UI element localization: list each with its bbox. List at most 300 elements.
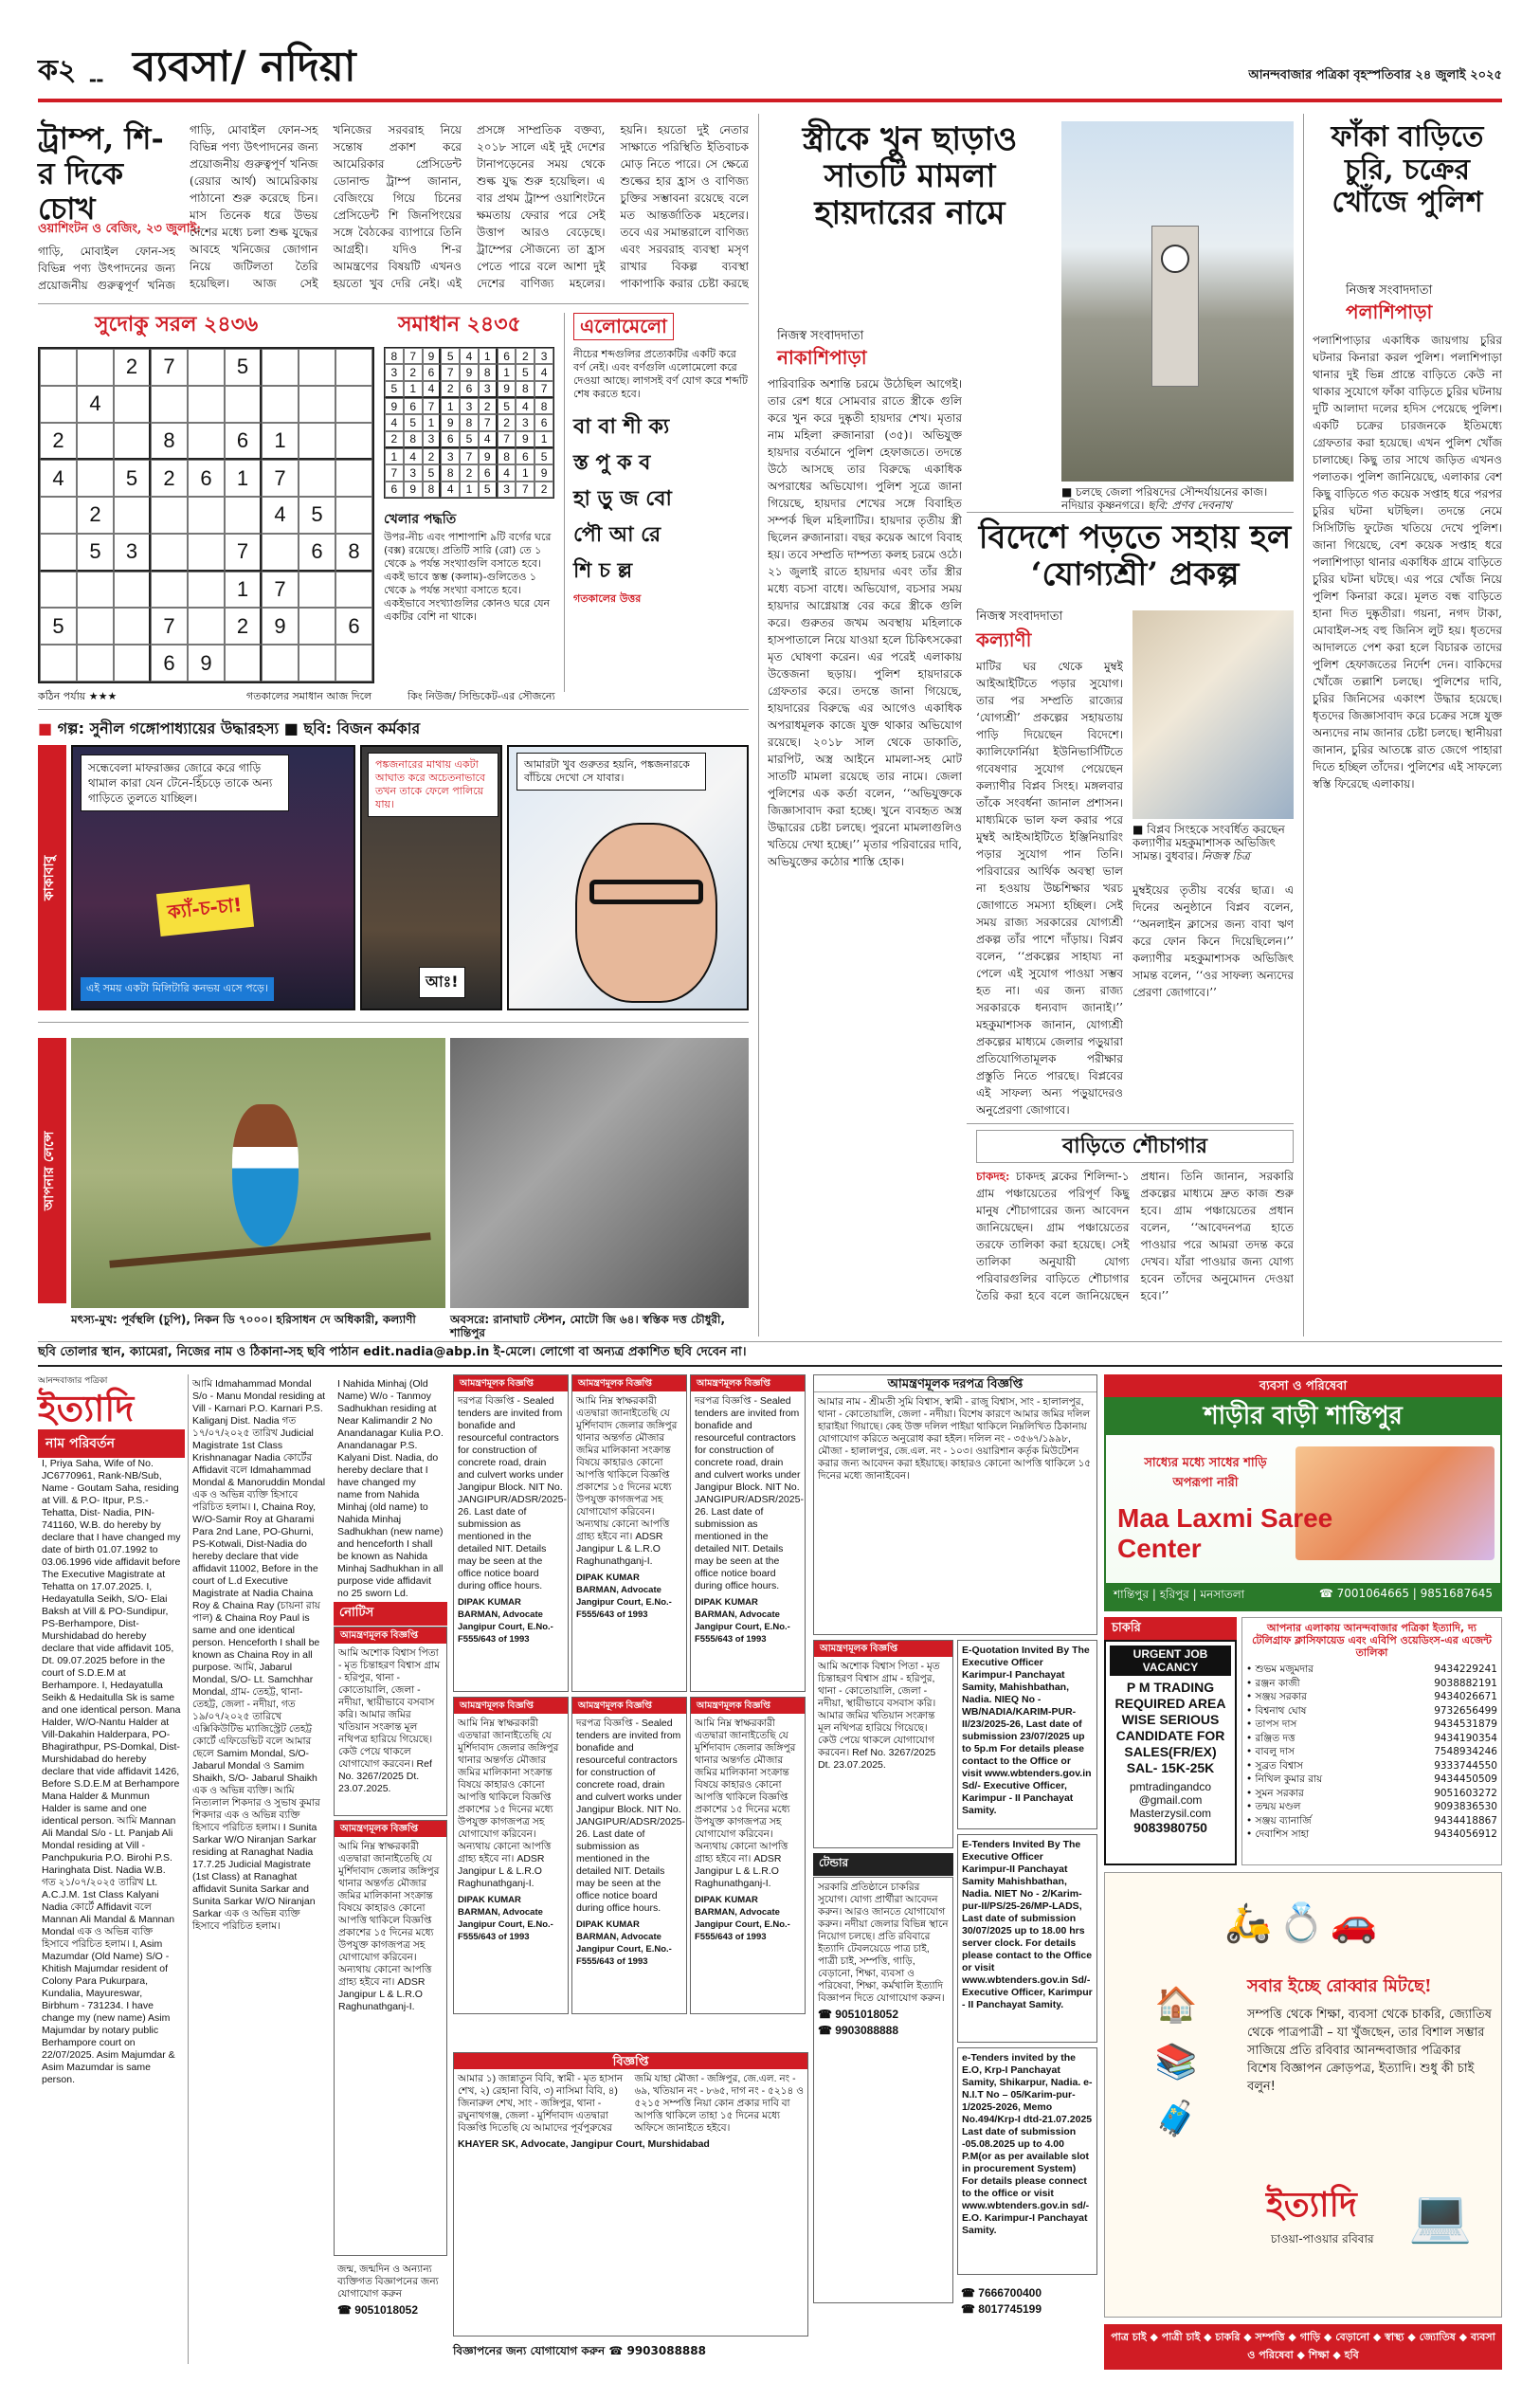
solution-cell: 6: [498, 348, 516, 364]
agent-name: • নিখিল কুমার রায়: [1246, 1773, 1323, 1785]
trump-body-lead: গাড়ি, মোবাইল ফোন-সহ বিভিন্ন পণ্য উৎপাদনের জন্য প্রয়োজনীয় গুরুত্বপূর্ণ খনিজ: [38, 245, 175, 292]
sudoku-cell: [114, 608, 151, 645]
solution-cell: 8: [460, 414, 479, 430]
amantran-notice-text: দরপত্র বিজ্ঞপ্তি - Sealed tenders are invited from bonafide and resourceful contractors for construction of concrete road, drain and culvert works under Jangipur Block. NIT No. JANGIPUR/ADSR/2025-26. Last date of submission as mentioned in the detailed NIT. Details may be seen at the office notice board during office hours.: [576, 1718, 685, 1914]
contact-phone: ☎ 9051018052: [818, 2008, 899, 2021]
solution-cell: 3: [385, 364, 404, 380]
solution-cell: 1: [441, 398, 460, 414]
house-icon: 🏠: [1154, 1986, 1198, 2025]
name-change-head: নাম পরিবর্তন: [38, 1429, 185, 1458]
section-title: ব্যবসা/ নদিয়া: [133, 43, 356, 91]
job-phone: 9083980750: [1133, 1820, 1207, 1835]
sudoku-cell: [40, 497, 77, 534]
sudoku-cell: [40, 349, 77, 386]
solution-cell: 2: [460, 464, 479, 481]
chori-body: পলাশিপাড়ার একাধিক জায়গায় চুরির ঘটনার কিনারা করল পুলিশ। পলাশিপাড়া থানার দুই ভিন্ন প্রান্তে বাড়িতে কেউ না থাকার সুযোগে ফাঁকা বাড়িতে চুরির ঘটনায় দুটি আলাদা দলের হদিস পেয়েছে পুলিশ। একটি চক্রের চারজনকে ইতিমধ্যে গ্রেফতার করা হয়েছে। এখন পুলিশ খোঁজ চালাচ্ছে। কিছু তার সাথে জড়িত এখনও পলাতক। পুলিশ জানিয়েছে, এলাকার বেশ কিছু বাড়িতে গত কয়েক সপ্তাহ ধরে পরপর চুরির ঘটনা ঘটছিল। তদন্তে নেমে সিসিটিভি ফুটেজ খতিয়ে দেখে পুলিশ। জানা গিয়েছে, বেশ কয়েক সপ্তাহ ধরে পলাশিপাড়া থানার একাধিক গ্রামে বাড়িতে চুরির ঘটনা ঘটছে। এর পরে খোঁজ নিয়ে পুলিশ কিনারা করে। মূলত বন্ধ বাড়িতে হানা দিত দুষ্কৃতীরা। গয়না, নগদ টাকা, মোবাইল-সহ বহু জিনিস লুট হয়। ধৃতদের আদালতে পেশ করা হলে বিচারক তাদের পুলিশ হেফাজতের নির্দেশ দেন। বাকিদের খোঁজে তল্লাশি চলছে। পুলিশের দাবি, চুরির জিনিসের একাংশ উদ্ধার হয়েছে। ধৃতদের জিজ্ঞাসাবাদ করে চক্রের সঙ্গে যুক্ত অন্যদের নাম জানার চেষ্টা চলছে। স্থানীয়রা জানান, চুরির আতঙ্কে রাত জেগে পাহারা দিতে হচ্ছিল তাঁদের। পুলিশের এই সাফল্যে স্বস্তি ফিরেছে এলাকায়।: [1313, 334, 1502, 791]
bottom-contact-text: বিজ্ঞাপনের জন্য যোগাযোগ করুন: [453, 2344, 606, 2357]
phone-number: 9903088888: [835, 2024, 899, 2037]
comic-credit-text: গল্প: সুনীল গঙ্গোপাধ্যায়ের উদ্ধারহস্য ■ ছবি: বিজন কর্মকার: [57, 719, 421, 737]
agent-phone: 9434026671: [1434, 1691, 1497, 1702]
solution-cell: 4: [441, 482, 460, 498]
bidesh-place: কল্যাণী: [976, 628, 1032, 651]
agent-row: [1246, 1800, 1497, 1814]
solution-cell: 5: [479, 482, 498, 498]
sudoku-cell: 5: [225, 349, 262, 386]
job-site: Masterzysil.com: [1129, 1807, 1211, 1820]
photo-clocktower: [1061, 121, 1294, 482]
sudoku-cell: [77, 460, 114, 497]
sudoku-cell: 3: [114, 534, 151, 572]
agent-name: • সুব্রত বিশ্বাস: [1246, 1759, 1303, 1772]
solution-cell: 4: [534, 364, 553, 380]
agent-phone: 9038882191: [1434, 1677, 1497, 1689]
promo-icons: [1113, 1881, 1495, 1966]
amantran-notice: [690, 1374, 806, 1692]
sudoku-cell: [188, 497, 225, 534]
divider: [967, 1123, 1294, 1124]
notice-box-text: আমি অশোক বিশ্বাস পিতা - মৃত চিন্তাহরণ বিশ্বাস গ্রাম - হরিপুর, থানা - কোতোয়ালি, জেলা - নদীয়া, স্থায়ীভাবে বসবাস করি। আমার জমির খতিয়ান সংক্রান্ত মূল নথিপত্র হারিয়ে গিয়েছে। কেউ পেয়ে থাকলে যোগাযোগ করবেন। Ref No. 3267/2025 Dt. 23.07.2025.: [338, 1647, 441, 1794]
solution-cell: 3: [441, 448, 460, 464]
solution-cell: 4: [423, 381, 442, 398]
sudoku-cell: [114, 572, 151, 609]
agent-row: [1246, 1745, 1497, 1759]
solution-cell: 8: [404, 431, 423, 448]
notice-mid-title: আমন্ত্রণমূলক বিজ্ঞপ্তি: [814, 1641, 952, 1657]
sudoku-cell: [262, 386, 299, 423]
agent-row: [1246, 1732, 1497, 1746]
promo-footer: পাত্র চাই ◆ পাত্রী চাই ◆ চাকরি ◆ সম্পত্তি ◆ গাড়ি ◆ বেড়ানো ◆ স্বাস্থ্য ◆ জ্যোতিষ ◆ ব্যবসা ও পরিষেবা ◆ শিক্ষা ◆ হবি: [1104, 2324, 1502, 2370]
bidesh-byline: নিজস্ব সংবাদদাতা: [976, 609, 1063, 624]
sudoku-level: কঠিন পর্যায় ★★★: [38, 690, 118, 702]
agents-intro: আপনার এলাকায় আনন্দবাজার পত্রিকা ইত্যাদি, দ্য টেলিগ্রাফ ক্লাসিফায়েড এবং এবিপি ওয়েডিংস-এর এজেন্ট তালিকা: [1252, 1622, 1492, 1659]
solution-cell: 1: [385, 448, 404, 464]
solution-cell: 6: [516, 448, 534, 464]
sudoku-cell: 9: [262, 608, 299, 645]
comic-credit: [38, 717, 749, 742]
comic-sfx: ক্যাঁ-চ-চা!: [156, 884, 254, 936]
sudoku-cell: [188, 608, 225, 645]
notice-box-title: আমন্ত্রণমূলক বিজ্ঞপ্তি: [335, 1627, 446, 1644]
sudoku-cell: [40, 572, 77, 609]
solution-cell: 5: [516, 364, 534, 380]
laptop-icon: 💻: [1408, 2186, 1473, 2246]
solution-cell: 3: [516, 414, 534, 430]
bottom-contact: বিজ্ঞাপনের জন্য যোগাযোগ করুন ☎ 9903088888: [453, 2344, 706, 2357]
sudoku-footer: গতকালের সমাধান আজ দিলে: [246, 690, 372, 702]
amantran-notice-advocate: DIPAK KUMAR BARMAN, Advocate Jangipur Court, E.No.- F555/643 of 1993: [576, 1919, 672, 1967]
elomelo-word: বা বা শী ক্য: [573, 414, 670, 439]
sudoku-cell: [114, 386, 151, 423]
agent-row: [1246, 1814, 1497, 1828]
sudoku-cell: [151, 497, 188, 534]
sudoku-cell: [77, 572, 114, 609]
contact-phone: ☎ 7666700400: [961, 2286, 1042, 2300]
photo-kingfisher: [71, 1038, 445, 1308]
sudoku-cell: 4: [77, 386, 114, 423]
solution-cell: 9: [498, 381, 516, 398]
agent-name: • বিশ্বনাথ ঘোষ: [1246, 1704, 1307, 1717]
contact-phone: ☎ 9051018052: [337, 2303, 419, 2317]
bigyapti-box: [453, 2052, 808, 2337]
solution-cell: 2: [479, 398, 498, 414]
solution-cell: 1: [516, 464, 534, 481]
solution-cell: 1: [479, 348, 498, 364]
sudoku-cell: [188, 349, 225, 386]
bidesh-headline: বিদেশে পড়তে সহায় হল ‘যোগ্যশ্রী’ প্রকল্প: [978, 518, 1292, 594]
sudoku-cell: 1: [225, 460, 262, 497]
amantran-notice-advocate: DIPAK KUMAR BARMAN, Advocate Jangipur Court, E.No.- F555/643 of 1993: [576, 1573, 672, 1620]
sudoku-cell: 6: [151, 645, 188, 682]
bengali-ad-text: সরকারি প্রতিষ্ঠানে চাকরির সুযোগ। যোগ্য প্রার্থীরা আবেদন করুন। আরও জানতে যোগাযোগ করুন। নদীয়া জেলার বিভিন্ন স্থানে নিয়োগ চলছে। প্রতি রবিবারে ইত্যাদি টেবলয়েডে পাত্র চাই, পাত্রী চাই, সম্পত্তি, গাড়ি, বেড়ানো, শিক্ষা, ব্যবসা ও পরিষেবা, শিক্ষা, কর্মখালি ইত্যাদি বিজ্ঞাপন দিতে যোগাযোগ করুন।: [818, 1882, 949, 2004]
bidesh-body: মাটির ঘর থেকে মুম্বই আইআইটিতে পড়ার সুযোগ। তার পর সম্প্রতি রাজ্যের ‘যোগ্যশ্রী’ প্রকল্পের সহায়তায় পাড়ি দিয়েছেন বিদেশে। ক্যালিফোর্নিয়া ইউনিভার্সিটিতে গবেষণার সুযোগ পেয়েছেন কল্যাণীর বিপ্লব সিংহ। মঙ্গলবার তাঁকে সংবর্ধনা জানাল প্রশাসন। মাধ্যমিকে ভাল ফল করার পরে মুম্বই আইআইটিতে ইঞ্জিনিয়ারিং পড়ার সুযোগ পান তিনি। পরিবারের আর্থিক অবস্থা ভাল না হওয়ায় উচ্চশিক্ষার খরচ জোগাতে সমস্যা হচ্ছিল। সেই সময় রাজ্য সরকারের যোগ্যশ্রী প্রকল্প তাঁর পাশে দাঁড়ায়। বিপ্লব বলেন, ‘‘প্রকল্পের সাহায্য না পেলে এই সুযোগ পাওয়া সম্ভব হত না। এর জন্য রাজ্য সরকারকে ধন্যবাদ জানাই।’’ মহকুমাশাসক জানান, যোগ্যশ্রী প্রকল্পের মাধ্যমে জেলার পড়ুয়ারা প্রতিযোগিতামূলক পরীক্ষার প্রস্তুতি নিতে পারছে। বিপ্লবের এই সাফল্য অন্য পড়ুয়াদেরও অনুপ্রেরণা জোগাবে।: [976, 660, 1123, 1117]
amantran-notice: [571, 1374, 687, 1692]
agent-row: [1246, 1704, 1497, 1718]
solution-cell: 3: [479, 381, 498, 398]
bigyapti-advocate: KHAYER SK, Advocate, Jangipur Court, Murshidabad: [458, 2138, 710, 2150]
photo-station: [450, 1038, 749, 1308]
sudoku-cell: [225, 497, 262, 534]
sudoku-grid: [38, 347, 374, 683]
sudoku-cell: [40, 645, 77, 682]
sudoku-cell: 6: [225, 423, 262, 461]
promo-text: সম্পত্তি থেকে শিক্ষা, ব্যবসা থেকে চাকরি, জ্যোতিষ থেকে পাত্রপাত্রী – যা খুঁজছেন, তার বিশাল সম্ভার সাজিয়ে প্রতি রবিবার আনন্দবাজার পত্রিকার বিশেষ বিজ্ঞাপন ক্রোড়পত্র, ইত্যাদি। শুধু কী চাই বলুন!: [1247, 2008, 1492, 2094]
phone-box: [957, 2280, 1097, 2365]
jobs-head: চাকরি: [1104, 1617, 1237, 1641]
etender-1: E-Quotation Invited By The Executive Officer Karimpur-I Panchayat Samity, Mahishbathan, Nadia. NIEQ No - WB/NADIA/KARIM-PUR-II/23/2025-26, Last date of submission 23/07/2025 up to 5p.m For details please contact to the Office or visit www.wbtenders.gov.in Sd/- Executive Officer, Karimpur - II Panchayat Samity.: [957, 1640, 1097, 1829]
paper-date: আনন্দবাজার পত্রিকা বৃহস্পতিবার ২৪ জুলাই ২০২৫: [1248, 68, 1502, 82]
sudoku-cell: [188, 386, 225, 423]
saree-footer: [1106, 1583, 1500, 1609]
promo-brand: ইত্যাদি: [1266, 2185, 1357, 2225]
amantran-notice-advocate: DIPAK KUMAR BARMAN, Advocate Jangipur Court, E.No.- F555/643 of 1993: [458, 1895, 553, 1942]
amantran-notice: [453, 1697, 569, 2014]
sudoku-cell: [77, 608, 114, 645]
sudoku-cell: [151, 386, 188, 423]
elomelo-title: এলোমেলো: [573, 313, 674, 340]
sudoku-cell: [40, 534, 77, 572]
solution-cell: 9: [479, 448, 498, 464]
phone-number: 8017745199: [978, 2302, 1042, 2316]
agent-row: [1246, 1759, 1497, 1773]
sudoku-cell: 7: [262, 460, 299, 497]
solution-cell: 5: [498, 398, 516, 414]
comic-face-icon: [575, 823, 717, 1003]
solution-cell: 3: [404, 464, 423, 481]
sudoku-cell: [151, 534, 188, 572]
job-email: pmtradingandco @gmail.com: [1129, 1780, 1212, 1807]
elomelo-intro: নীচের শব্দগুলির প্রত্যেকটির একটি করে বর্ণ নেই। এবং বর্ণগুলি এলোমেলো করে দেওয়া আছে। লাগসই বর্ণ যোগ করে শব্দটি শেষ করতে হবে।: [573, 348, 748, 400]
agent-phone: 9434531879: [1434, 1718, 1497, 1730]
phone-number: 9903088888: [626, 2344, 706, 2357]
page-number: ক২: [38, 54, 77, 87]
sudoku-cell: [151, 572, 188, 609]
caption-icon: ■: [1061, 485, 1077, 499]
amantran-notice-advocate: DIPAK KUMAR BARMAN, Advocate Jangipur Court, E.No.- F555/643 of 1993: [458, 1597, 553, 1645]
masthead: [38, 38, 1502, 95]
sudoku-cell: 7: [225, 534, 262, 572]
contact-phone: ☎ 9903088888: [818, 2024, 899, 2037]
sudoku-cell: 5: [40, 608, 77, 645]
solution-cell: 6: [460, 381, 479, 398]
comic-bubble-3: আমারটা খুব গুরুতর হয়নি, পঙ্কজনারকে বাঁচিয়ে দেখো সে যাবার।: [516, 753, 706, 791]
reader-instructions: ছবি তোলার স্থান, ক্যামেরা, নিজের নাম ও ঠিকানা-সহ ছবি পাঠান edit.nadia@abp.in ই-মেলে। লোগো বা অন্যত্র প্রকাশিত ছবি দেবেন না।: [38, 1341, 1502, 1359]
sudoku-cell: [262, 534, 299, 572]
amantran-notice-advocate: DIPAK KUMAR BARMAN, Advocate Jangipur Court, E.No.- F555/643 of 1993: [695, 1895, 790, 1942]
sudoku-cell: 2: [225, 608, 262, 645]
promo-box: [1104, 1872, 1502, 2318]
agent-name: • বাবলু দাস: [1246, 1746, 1295, 1757]
job-company: P M TRADING REQUIRED AREA WISE SERIOUS CANDIDATE FOR SALES(FR/EX) SAL- 15K-25K: [1114, 1680, 1226, 1775]
sudoku-cell: [299, 386, 335, 423]
sudoku-cell: [114, 497, 151, 534]
saree-locations: শান্তিপুর | হরিপুর | মনসাতলা: [1114, 1588, 1245, 1601]
sudoku-cell: 7: [151, 608, 188, 645]
elomelo-word: শি চ ল্ল: [573, 558, 633, 583]
solution-cell: 4: [460, 348, 479, 364]
amantran-notice: [690, 1697, 806, 2014]
solution-cell: 7: [423, 398, 442, 414]
solution-cell: 7: [534, 381, 553, 398]
notice-box-1: [334, 1627, 447, 1816]
agent-name: • সুমন সরকার: [1246, 1787, 1304, 1799]
ring-icon: 💍: [1277, 1901, 1331, 1945]
agent-phone: 9434190354: [1434, 1732, 1497, 1744]
name-change-col2: আমি Idmahammad Mondal S/o - Manu Mondal residing at Vill - Karnari P.O. Karnari P.S. Kaliganj Dist. Nadia গত ১৭/০৭/২০২৫ তারিখ Judicial Magistrate 1st Class Krishnanagar Nadia কোর্টের Affidavit বলে Idmahammad Mondal & Manoruddin Mondal এক ও অভিন্ন ব্যক্তি হিসাবে পরিচিত হলাম। I, Chaina Roy, W/O-Samir Roy at Gharami Para 2nd Lane, PO-Ghurni, PS-Kotwali, Dist-Nadia do hereby declare that vide affidavit 11002, Before in the court of L.d Executive Magistrate at Nadia Chaina Roy & Chaina Ray (চায়না রায় পাল) & Chaina Roy Paul is same and one identical person. Henceforth I shall be known as Chaina Roy in all purpose. আমি, Jabarul Mondal, S/O- Lt. Samchhar Mondal, গ্রাম- তেহট্ট, থানা- তেহট্ট, জেলা - নদীয়া, গত ১৯/০৭/২০২৫ তারিখে এক্সিকিউটিভ ম্যাজিস্ট্রেট তেহট্ট কোর্টে এফিডেভিট বলে আমার ছেলে Samim Mondal, S/O- Jabarul Mondal ও Samim Shaikh, S/O- Jabarul Shaikh এক ও অভিন্ন ব্যক্তি। আমি নিত্যলাল শিকদার ও সুভাষ কুমার শিকদার এক ও অভিন্ন ব্যক্তি হিসাবে পরিচিত হলাম। I Sunita Sarkar W/O Niranjan Sarkar residing at Ranaghat Nadia 17.7.25 Judicial Magistrate (1st Class) at Ranaghat affidavit Sunita Sarkar and Sunita Sarkar W/O Niranjan Sarkar এক ও অভিন্ন ব্যক্তি হিসাবে পরিচিত হলাম।: [188, 1374, 330, 2364]
reader-caption-2: অবসরে: রানাঘাট স্টেশন, মোটো জি ৬৪। স্বস্তিক দত্ত চৌধুরী, শান্তিপুর: [450, 1313, 726, 1339]
solution-cell: 8: [534, 398, 553, 414]
agent-row: [1246, 1690, 1497, 1704]
sudoku-cell: [77, 349, 114, 386]
agent-name: • তাপস দাস: [1246, 1718, 1297, 1730]
solution-cell: 2: [516, 348, 534, 364]
masthead-rule: [38, 99, 1502, 102]
luggage-icon: 🧳: [1154, 2100, 1198, 2138]
agent-phone: 9732656499: [1434, 1704, 1497, 1717]
wife-place: নাকাশিপাড়া: [777, 346, 867, 369]
solution-cell: 4: [479, 431, 498, 448]
amantran-notice-text: আমি নিম্ন স্বাক্ষরকারী এতদ্বারা জানাইতেছি যে মুর্শিদাবাদ জেলার জঙ্গিপুর থানার অন্তর্গত মৌজার জমির মালিকানা সংক্রান্ত বিষয়ে কাহারও কোনো আপত্তি থাকিলে বিজ্ঞপ্তি প্রকাশের ১৫ দিনের মধ্যে উপযুক্ত কাগজপত্র সহ যোগাযোগ করিবেন। অন্যথায় কোনো আপত্তি গ্রাহ্য হইবে না। ADSR Jangipur L & L.R.O Raghunathganj-I.: [576, 1395, 678, 1567]
etender-2: E-Tenders Invited By The Executive Officer Karimpur-II Panchayat Samity Mahishbathan, Nadia. NIET No - 2/Karim-pur-II/PS/25-26/MP-LADS, Last date of submission 30/07/2025 up to 18.00 hrs server clock. For details please contact to the Office or visit www.wbtenders.gov.in Sd/- Executive Officer, Karimpur - II Panchayat Samity.: [957, 1834, 1097, 2043]
contact-phone: ☎ 8017745199: [961, 2302, 1042, 2316]
divider: [38, 1022, 749, 1023]
comic-sfx-2: আঃ!: [419, 967, 465, 998]
job-ad: [1104, 1640, 1237, 1865]
agent-row: [1246, 1718, 1497, 1732]
wife-body: পারিবারিক অশান্তি চরমে উঠেছিল আগেই। তার রেশ ধরে সোমবার রাতে স্ত্রীকে গুলি করে খুন করে দুষ্কৃতী হায়দার শেখ। মৃতার নাম মহিলা রুজানারা (৩৫)। অভিযুক্ত হায়দার বর্তমানে পুলিশ হেফাজতে। তদন্তে উঠে আসছে তার বিরুদ্ধে একাধিক অপরাধের অভিযোগ। পুলিশ সূত্রে জানা গিয়েছে, হায়দার শেখের সঙ্গে বিবাহিত সম্পর্ক ছিল মহিলাটির। হায়দার তৃতীয় স্ত্রী ছিলেন রুজানারা। বছর কয়েক আগে বিবাহ হয়। তবে সম্প্রতি দাম্পত্য কলহ চরমে ওঠে। ২১ জুলাই রাতে হায়দার এবং তাঁর স্ত্রীর মধ্যে বচসা বাধে। অভিযোগ, বচসার সময় হায়দার আগ্নেয়াস্ত্র বের করে স্ত্রীকে গুলি করে। গুরুতর জখম অবস্থায় মহিলাকে হাসপাতালে নিয়ে যাওয়া হলে চিকিৎসকেরা মৃত ঘোষণা করেন। এর পরেই এলাকায় উত্তেজনা ছড়ায়। পুলিশ হায়দারকে গ্রেফতার করে। তদন্তে জানা গিয়েছে, হায়দারের বিরুদ্ধে এর আগেও একাধিক অপরাধমূলক কাজে যুক্ত থাকার অভিযোগ রয়েছে। ২০১৮ সাল থেকে ডাকাতি, মারপিট, অস্ত্র আইনে মামলা-সহ মোট সাতটি মামলা রয়েছে তার নামে। জেলা পুলিশের এক কর্তা বলেন, ‘‘অভিযুক্তকে জিজ্ঞাসাবাদ করা হচ্ছে। খুনে ব্যবহৃত অস্ত্র উদ্ধারের চেষ্টা চলছে। পুরনো মামলাগুলিও খতিয়ে দেখা হচ্ছে।’’ মৃতার পরিবারের দাবি, অভিযুক্তের কঠোর শাস্তি হোক।: [768, 377, 962, 868]
caption-icon: ■: [1132, 823, 1148, 836]
solution-cell: 9: [534, 464, 553, 481]
scooter-icon: 🛵: [1224, 1901, 1278, 1945]
amantran-main-title: আমন্ত্রণমূলক দরপত্র বিজ্ঞপ্তি: [814, 1375, 1096, 1392]
amantran-notice: [453, 1374, 569, 1692]
solution-cell: 8: [441, 464, 460, 481]
promo-title: সবার ইচ্ছে রোব্বার মিটছে!: [1247, 1976, 1432, 1996]
sudoku-cell: [299, 460, 335, 497]
phone-number: 9051018052: [354, 2303, 419, 2317]
comic-credit-icon: ■: [38, 719, 58, 737]
agent-name: • তন্ময় মণ্ডল: [1246, 1801, 1301, 1812]
amantran-notice-title: আমন্ত্রণমূলক বিজ্ঞপ্তি: [454, 1698, 568, 1714]
sudoku-cell: [335, 572, 372, 609]
solution-cell: 7: [498, 431, 516, 448]
sudoku-cell: [299, 645, 335, 682]
shouchagar-headline: বাড়িতে শৌচাগার: [976, 1130, 1294, 1163]
solution-cell: 2: [441, 381, 460, 398]
amantran-notice-title: আমন্ত্রণমূলক বিজ্ঞপ্তি: [572, 1698, 686, 1714]
etender-3: e-Tenders invited by the E.O, Krp-I Panchayat Samity, Shikarpur, Nadia. e-N.I.T No – 05/Karim-pur-1/2025-2026, Memo No.494/Krp-I dtd-21.07.2025 Last date of submission -05.08.2025 up to 4.00 P.M(or as per available slot in procurement System) For details please connect to the office or visit www.wbtenders.gov.in sd/- E.O. Karimpur-I Panchayat Samity.: [957, 2047, 1097, 2275]
comic-side-text: কাকাবাবু: [42, 855, 57, 900]
comic-side-label: [38, 745, 66, 1010]
agent-phone: 9093836530: [1434, 1801, 1497, 1812]
sudoku-cell: [262, 645, 299, 682]
sudoku-cell: 2: [114, 349, 151, 386]
sudoku-cell: 7: [262, 572, 299, 609]
sudoku-cell: [114, 423, 151, 461]
sudoku-cell: [299, 349, 335, 386]
elomelo-note: কিং নিউজ/ সিন্ডিকেট-এর সৌজন্যে: [408, 690, 555, 702]
bidesh-caption: [1132, 823, 1294, 863]
sudoku-cell: [114, 645, 151, 682]
solution-cell: 7: [516, 482, 534, 498]
amantran-notice-title: আমন্ত্রণমূলক বিজ্ঞপ্তি: [691, 1698, 805, 1714]
wife-byline: নিজস্ব সংবাদদাতা: [777, 329, 864, 343]
solution-cell: 3: [423, 431, 442, 448]
solution-cell: 9: [441, 414, 460, 430]
solution-cell: 6: [479, 464, 498, 481]
solution-cell: 1: [498, 364, 516, 380]
book-icon: 📚: [1154, 2043, 1198, 2082]
divider: [38, 1365, 1502, 1367]
solution-cell: 8: [385, 348, 404, 364]
agent-phone: 9333744550: [1434, 1759, 1497, 1772]
trump-headline: ট্রাম্প, শি-র দিকে চোখ: [38, 120, 164, 227]
solution-cell: 8: [498, 448, 516, 464]
solution-cell: 8: [423, 482, 442, 498]
notice-mid-text: আমি অশোক বিশ্বাস পিতা - মৃত চিন্তাহরণ বিশ্বাস গ্রাম - হরিপুর, থানা - কোতোয়ালি, জেলা - নদীয়া, স্থায়ীভাবে বসবাস করি। আমার জমির খতিয়ান সংক্রান্ত মূল নথিপত্র হারিয়ে গিয়েছে। কেউ পেয়ে থাকলে যোগাযোগ করবেন। Ref No. 3267/2025 Dt. 23.07.2025.: [818, 1661, 940, 1771]
brand-logo: ইত্যাদি: [38, 1387, 135, 1429]
name-change-col3: I Nahida Minhaj (Old Name) W/o - Tanmoy Sadhukhan residing at Near Kalimandir 2 No Anandanagar Kulia P.O. Anandanagar P.S. Kalyani Dist. Nadia, do hereby declare that I have changed my name from Nahida Minhaj (old name) to Nahida Minhaj Sadhukhan (new name) and henceforth I shall be known as Nahida Minhaj Sadhukhan in all purpose vide affidavit no 25 sworn Ld.: [337, 1378, 444, 1598]
brand-small: আনন্দবাজার পত্রিকা: [38, 1376, 108, 1386]
comic-bubble-1: সন্ধেবেলা মাফরাজ্ঞর জোরে করে গাড়ি থামাল কারা যেন টেনে-হিঁচড়ে তাকে অন্য গাড়িতে তুলতে যাচ্ছিল।: [81, 755, 289, 811]
solution-cell: 5: [460, 431, 479, 448]
comic-glasses-icon: [589, 880, 703, 904]
elomelo-word: পৌ আ রে: [573, 522, 661, 547]
solution-cell: 6: [423, 364, 442, 380]
amantran-notice-advocate: DIPAK KUMAR BARMAN, Advocate Jangipur Court, E.No.- F555/643 of 1993: [695, 1597, 790, 1645]
agents-list: [1246, 1663, 1497, 1842]
sudoku-cell: [335, 349, 372, 386]
solution-cell: 5: [423, 464, 442, 481]
amantran-notice: [571, 1697, 687, 2014]
tender-head: টেন্ডার: [813, 1853, 953, 1876]
agent-name: • রঞ্জন কাজী: [1246, 1677, 1300, 1689]
chori-place: পলাশিপাড়া: [1346, 300, 1433, 323]
amantran-notice-title: আমন্ত্রণমূলক বিজ্ঞপ্তি: [454, 1375, 568, 1391]
sudoku-cell: 1: [262, 423, 299, 461]
solution-cell: 5: [534, 448, 553, 464]
solution-cell: 4: [516, 398, 534, 414]
chori-headline: ফাঁকা বাড়িতে চুরি, চক্রের খোঁজে পুলিশ: [1331, 120, 1484, 219]
agent-phone: 9434450509: [1434, 1773, 1497, 1785]
name-change-col1: I, Priya Saha, Wife of No. JC6770961, Rank-NB/Sub, Name - Goutam Saha, residing at Vill. & P.O- Itpur, P.S.-Tehatta, Dist- Nadia, PIN-741160, W.B. do hereby by declare that I have changed my date of birth 01.07.1992 to 03.06.1996 vide affidavit before The Executive Magistrate at Tehatta on 17.07.2025. I, Hedayatulla Seikh, S/O- Elai Baksh at Vill & PO-Sundipur, PS-Berhampore, Dist-Murshidabad do hereby declare that vide affidavit 105, Dt. 09.07.2025 before in the court of S.D.E.M at Berhampore. I, Hedayatulla Seikh & Hedaitulla Sk is same and one identical person. Mana Halder, W/O-Nantu Halder at Vill-Dakahin Halderpara, PO-Bhagirathpur, PS-Domkal, Dist-Murshidabad do hereby declare that vide affidavit 1426, Before S.D.E.M at Berhampore Mana Halder & Munmun Halder is same and one identical person. আমি Mannan Ali Mandal S/o - Lt. Panjab Ali Mondal residing at Vill - Panchpukuria P.O. Birohi P.S. Haringhata Dist. Nadia W.B. গত ২১/০৭/২০২৫ তারিখ Lt. A.C.J.M. 1st Class Kalyani Nadia কোর্টে Affidavit বলে Mannan Ali Mandal & Mannan Mondal এক ও অভিন্ন ব্যক্তি হিসাবে পরিচিত হলাম। I, Asim Mazumdar (Old Name) S/O - Khitish Majumdar resident of Colony Para Pukurpara, Kundalia, Mayureswar, Birbhum - 731234. I have change my (new name) Asim Majumdar by notary public Berhampore court on 22/07/2025. Asim Majumdar & Asim Mazumdar is same person.: [42, 1458, 181, 2085]
job-urgent: URGENT JOB VACANCY: [1110, 1646, 1231, 1676]
saree-ad: [1104, 1397, 1502, 1611]
solution-cell: 6: [441, 431, 460, 448]
divider: [967, 512, 1294, 513]
sudoku-cell: [335, 386, 372, 423]
sudoku-cell: 8: [335, 534, 372, 572]
kingfisher-icon: [232, 1104, 299, 1246]
agent-name: • রঞ্জিত দত্ত: [1246, 1732, 1295, 1744]
elomelo-box: [573, 313, 749, 692]
divider: [1303, 114, 1304, 1336]
solution-cell: 2: [423, 448, 442, 464]
notice-box-title: আমন্ত্রণমূলক বিজ্ঞপ্তি: [335, 1821, 446, 1837]
amantran-notice-text: দরপত্র বিজ্ঞপ্তি - Sealed tenders are invited from bonafide and resourceful contractors for construction of concrete road, drain and culvert works under Jangipur Block. NIT No. JANGIPUR/ADSR/2025-26. Last date of submission as mentioned in the detailed NIT. Details may be seen at the office notice board during office hours.: [458, 1395, 567, 1591]
phone-number: 7001064665 | 9851687645: [1336, 1587, 1493, 1600]
saree-shop-title: শাড়ীর বাড়ী শান্তিপুর: [1106, 1399, 1500, 1435]
trump-dateline: ওয়াশিংটন ও বেজিং, ২৩ জুলাই:: [38, 222, 202, 236]
sudoku-cell: [77, 423, 114, 461]
elomelo-answers-title: গতকালের উত্তর: [573, 592, 642, 605]
clock-icon: [1161, 245, 1189, 273]
phone-number: 9051018052: [835, 2008, 899, 2021]
solution-cell: 7: [404, 348, 423, 364]
solution-cell: 3: [498, 482, 516, 498]
solution-cell: 9: [404, 482, 423, 498]
agent-name: • দেবাশিস সাহা: [1246, 1828, 1310, 1840]
bidesh-credit: নিজস্ব চিত্র: [1201, 849, 1250, 863]
shouchagar-text: চাকদহ ব্লকের শিলিন্দা-১ গ্রাম পঞ্চায়েতের পরিপূর্ণ কিছু মানুষ শৌচাগারের জন্য আবেদন জানিয়েছেন। গ্রাম পঞ্চায়েতের তরফে তালিকা করা হয়েছে। সেই তালিকা অনুযায়ী যোগ্য পরিবারগুলির বাড়িতে শৌচাগার তৈরি করা হবে বলে জানিয়েছেন প্রধান। তিনি জানান, সরকারি প্রকল্পের মাধ্যমে দ্রুত কাজ শুরু হবে। গ্রাম পঞ্চায়েতের প্রধান বলেন, ‘‘আবেদনপত্র হাতে পাওয়ার পরে আমরা তদন্ত করে দেখব। যাঁরা পাওয়ার জন্য যোগ্য হবেন তাঁদের অনুমোদন দেওয়া হবে।’’: [976, 1170, 1294, 1302]
sudoku-cell: [225, 645, 262, 682]
solution-cell: 4: [404, 448, 423, 464]
saree-tagline: সাধ্যের মধ্যে সাধের শাড়ি অপরূপা নারী: [1144, 1456, 1267, 1490]
sudoku-cell: [225, 386, 262, 423]
comic-caption-1: এই সময় একটা মিলিটারি কনভয় এসে পড়ে।: [81, 977, 274, 1001]
comic-panel-2: [360, 745, 502, 1010]
classified-brand: [38, 1374, 185, 1429]
notice-box-text: আমি নিম্ন স্বাক্ষরকারী এতদ্বারা জানাইতেছি যে মুর্শিদাবাদ জেলার জঙ্গিপুর থানার অন্তর্গত মৌজার জমির মালিকানা সংক্রান্ত বিষয়ে কাহারও কোনো আপত্তি থাকিলে বিজ্ঞপ্তি প্রকাশের ১৫ দিনের মধ্যে উপযুক্ত কাগজপত্র সহ যোগাযোগ করিবেন। অন্যথায় কোনো আপত্তি গ্রাহ্য হইবে না। ADSR Jangipur L & L.R.O Raghunathganj-I.: [338, 1841, 440, 2012]
promo-sub: চাওয়া-পাওয়ার রবিবার: [1271, 2232, 1374, 2246]
agent-phone: 9051603272: [1434, 1787, 1497, 1799]
sudoku-cell: 8: [151, 423, 188, 461]
comic-panel-3: [507, 745, 749, 1010]
agent-phone: 9434229241: [1434, 1664, 1497, 1675]
sudoku-title: সুদোকু সরল ২৪৩৬: [95, 312, 259, 336]
solution-cell: 4: [498, 464, 516, 481]
sudoku-cell: [335, 460, 372, 497]
solution-cell: 2: [534, 482, 553, 498]
solution-cell: 5: [404, 414, 423, 430]
saree-store-name: Maa Laxmi Saree Center: [1117, 1503, 1333, 1564]
agent-row: [1246, 1677, 1497, 1691]
sudoku-cell: 9: [188, 645, 225, 682]
comic-bubble-2: পঙ্কজনারের মাথায় একটা আঘাত করে অচেতনাভাবে তখন তাকে ফেলে পালিয়ে যায়।: [368, 753, 498, 817]
elomelo-word: হা ড়ু জ বো: [573, 486, 672, 511]
solution-cell: 5: [385, 381, 404, 398]
solution-cell: 4: [385, 414, 404, 430]
solution-cell: 9: [423, 348, 442, 364]
solution-cell: 3: [534, 348, 553, 364]
comic-panel-1: [71, 745, 355, 1010]
solution-cell: 7: [460, 448, 479, 464]
promo-left-icons: [1114, 1977, 1238, 2148]
sudoku-cell: [299, 608, 335, 645]
divider: [38, 303, 749, 304]
solution-cell: 1: [404, 381, 423, 398]
solution-cell: 6: [404, 398, 423, 414]
agent-name: • সঞ্জয় সরকার: [1246, 1691, 1307, 1702]
